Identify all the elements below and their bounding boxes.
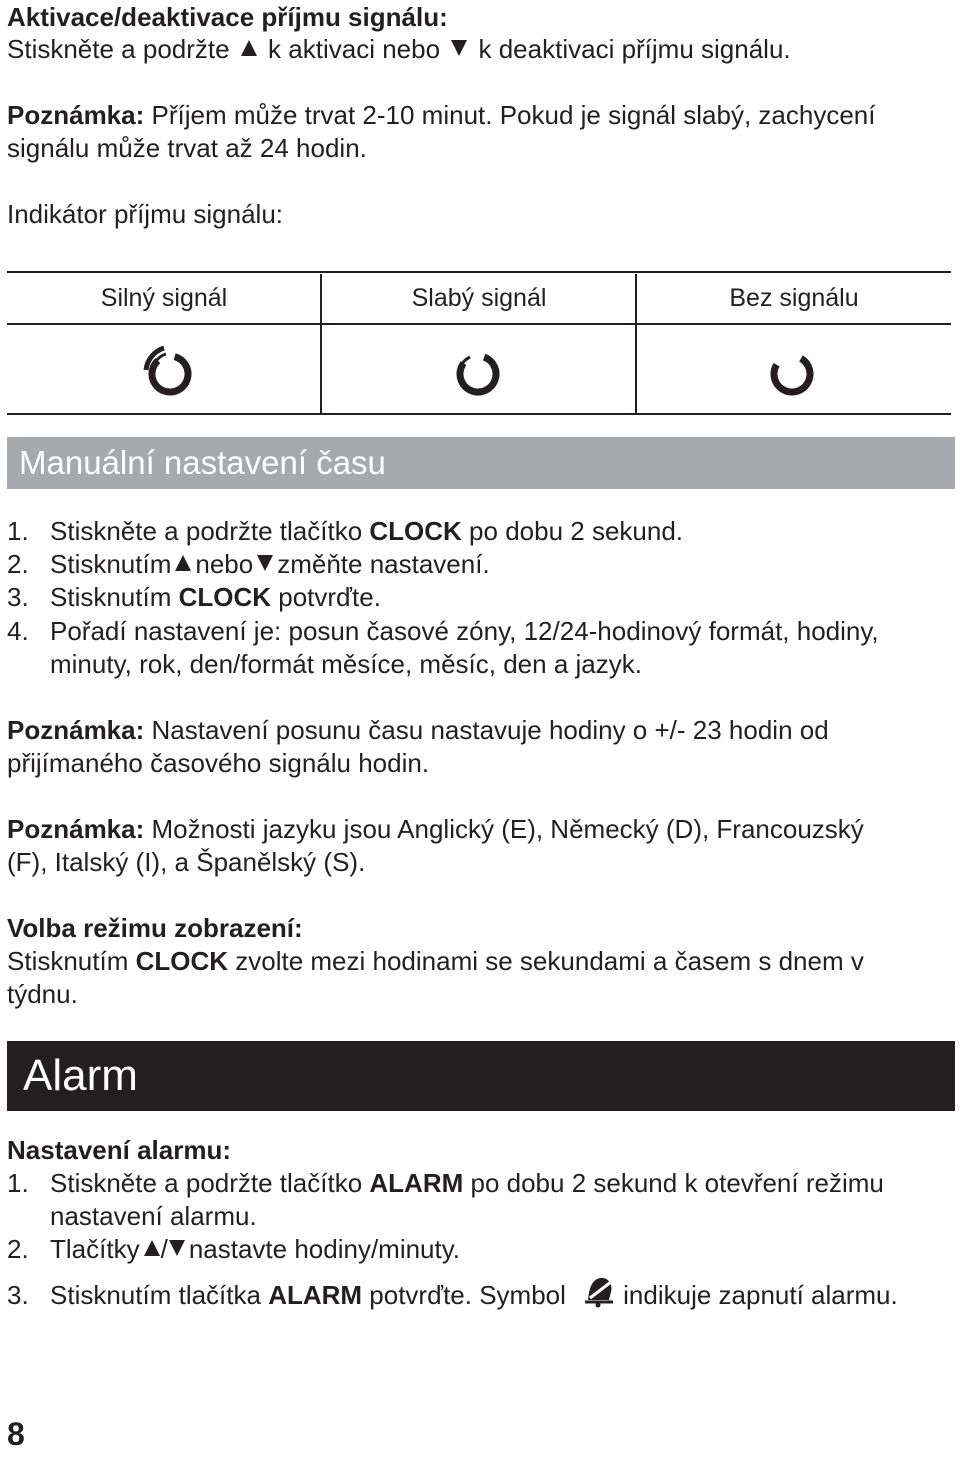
alarm-step-3: 3. Stisknutím tlačítka ALARM potvrďte. Symbol indikuje zapnutí alarmu. xyxy=(7,1274,898,1312)
display-mode-text-line-2: týdnu. xyxy=(7,979,78,1009)
signal-weak-icon xyxy=(448,340,508,400)
triangle-up-icon xyxy=(144,1240,160,1256)
header-weak-signal: Slabý signál xyxy=(411,284,547,312)
signal-none-icon xyxy=(762,340,822,400)
alarm-section-bar xyxy=(7,1041,955,1111)
manual-step-2: 2. Stisknutím nebo změňte nastavení. xyxy=(7,549,490,579)
page-number: 8 xyxy=(7,1416,25,1452)
note-1-line-2: signálu může trvat až 24 hodin. xyxy=(7,133,367,163)
table-mid-rule xyxy=(7,323,951,325)
manual-step-4: 4. Pořadí nastavení je: posun časové zóny, 12/24-hodinový formát, hodiny, xyxy=(7,616,879,646)
alarm-step-1-line-2: nastavení alarmu. xyxy=(50,1201,257,1231)
manual-section-bar xyxy=(7,437,955,489)
note-3-line-2: (F), Italský (I), a Španělský (S). xyxy=(7,847,366,877)
alarm-step-1: 1. Stiskněte a podržte tlačítko ALARM po dobu 2 sekund k otevření režimu xyxy=(7,1168,884,1198)
header-strong-signal: Silný signál xyxy=(100,284,228,312)
header-no-signal: Bez signálu xyxy=(729,284,859,312)
table-bottom-rule xyxy=(7,413,951,415)
activation-heading: Aktivace/deaktivace příjmu signálu: xyxy=(7,2,448,32)
activation-text: Stiskněte a podržte k aktivaci nebo k deaktivaci příjmu signálu. xyxy=(7,34,791,64)
triangle-up-icon xyxy=(175,555,191,571)
alarm-heading: Nastavení alarmu: xyxy=(7,1135,231,1165)
signal-strong-icon xyxy=(138,340,198,400)
manual-step-4-line-2: minuty, rok, den/formát měsíce, měsíc, den a jazyk. xyxy=(50,649,642,679)
triangle-up-icon xyxy=(241,40,257,56)
note-2: Poznámka: Nastavení posunu času nastavuje hodiny o +/- 23 hodin od xyxy=(7,715,829,745)
note-1: Poznámka: Příjem může trvat 2-10 minut. Pokud je signál slabý, zachycení xyxy=(7,100,876,130)
manual-section-title: Manuální nastavení času xyxy=(19,444,386,481)
display-mode-heading: Volba režimu zobrazení: xyxy=(7,913,303,943)
note-2-line-2: přijímaného časového signálu hodin. xyxy=(7,748,430,778)
alarm-bell-icon xyxy=(581,1274,617,1308)
display-mode-text: Stisknutím CLOCK zvolte mezi hodinami se sekundami a časem s dnem v xyxy=(7,946,864,976)
table-top-rule xyxy=(7,271,951,273)
note-3: Poznámka: Možnosti jazyku jsou Anglický (E), Německý (D), Francouzský xyxy=(7,814,864,844)
indicator-heading: Indikátor příjmu signálu: xyxy=(7,199,284,229)
manual-step-1: 1. Stiskněte a podržte tlačítko CLOCK po dobu 2 sekund. xyxy=(7,516,684,546)
alarm-step-2: 2. Tlačítky / nastavte hodiny/minuty. xyxy=(7,1234,461,1264)
triangle-down-icon xyxy=(257,555,273,571)
triangle-down-icon xyxy=(451,40,467,56)
manual-step-3: 3. Stisknutím CLOCK potvrďte. xyxy=(7,582,381,612)
alarm-section-title: Alarm xyxy=(23,1051,138,1100)
triangle-down-icon xyxy=(169,1240,185,1256)
